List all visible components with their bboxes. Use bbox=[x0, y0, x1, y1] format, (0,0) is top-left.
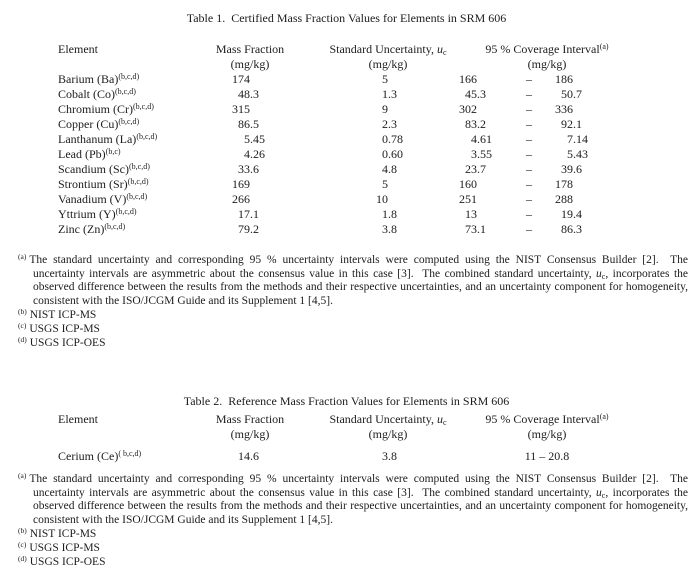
element-cell bbox=[58, 177, 200, 192]
interval-low-cell: 13 bbox=[465, 207, 477, 221]
interval-low-cell: 83 .2 bbox=[465, 117, 486, 131]
element-footnote-markers: (b,c,d) bbox=[129, 162, 150, 171]
interval-low-cell: 302 bbox=[459, 102, 477, 116]
table2-title: Table 2. Reference Mass Fraction Values for Elements in SRM 606 bbox=[183, 394, 510, 408]
element-name: Yttrium (Y) bbox=[58, 207, 116, 221]
element-footnote-markers: (b,c,d) bbox=[118, 117, 140, 126]
element-cell bbox=[58, 132, 200, 147]
footnote-c-marker: (c) bbox=[18, 321, 27, 330]
mass-fraction-cell: 33 .6 bbox=[238, 162, 259, 176]
mass-fraction-cell: 169 bbox=[232, 177, 250, 191]
interval-high-cell: 7 .14 bbox=[567, 132, 588, 146]
element-cell bbox=[58, 449, 200, 464]
column-header-coverage-interval bbox=[461, 42, 633, 57]
footnote-a-text-1: The standard uncertainty and corresponding 95 % uncertainty intervals were computed using the NIST Consensus Builder [2]. The uncertainty intervals are asymmetric about the consensus value in this case [3]. The combined standard uncertainty, bbox=[29, 254, 691, 280]
element-name: Zinc (Zn) bbox=[58, 222, 105, 236]
table1-units-row bbox=[0, 57, 693, 72]
table-row bbox=[0, 87, 693, 102]
element-cell bbox=[58, 222, 200, 237]
table1-body bbox=[0, 72, 693, 237]
element-name: Strontium (Sr) bbox=[58, 177, 128, 191]
element-footnote-markers: (b,c,d) bbox=[115, 207, 137, 216]
interval-high-cell: 336 bbox=[555, 102, 573, 116]
element-name: Barium (Ba) bbox=[58, 72, 119, 86]
table1-section bbox=[0, 11, 693, 350]
table2-footnotes bbox=[18, 471, 691, 569]
mass-fraction-cell: 48 .3 bbox=[238, 87, 259, 101]
footnote-d-marker: (d) bbox=[18, 335, 27, 344]
footnote-a-text-2: , incorporates the observed difference between the results from the methods and their respective uncertainties, and an uncertainty component for homogeneity, consistent with the ISO/JCGM Guide and its Supplement 1 [4,5]. bbox=[33, 486, 691, 526]
table-row bbox=[0, 102, 693, 117]
column-header-standard-uncertainty bbox=[315, 42, 461, 57]
coverage-header-footnote-marker: (a) bbox=[599, 42, 609, 51]
interval-cell: 11 – 20.8 bbox=[524, 449, 570, 463]
table1-title: Table 1. Certified Mass Fraction Values for Elements in SRM 606 bbox=[186, 11, 507, 25]
element-name: Scandium (Sc) bbox=[58, 162, 129, 176]
footnote-a-marker: (a) bbox=[18, 471, 27, 480]
table-row bbox=[0, 192, 693, 207]
mass-fraction-cell: 86 .5 bbox=[238, 117, 259, 131]
mass-fraction-cell: 14 .6 bbox=[238, 449, 259, 463]
element-name: Cobalt (Co) bbox=[58, 87, 115, 101]
footnote-a-symbol: u bbox=[596, 486, 602, 499]
coverage-header-text: 95 % Coverage Interval bbox=[485, 412, 600, 426]
footnote-a-text-1: The standard uncertainty and corresponding 95 % uncertainty intervals were computed using the NIST Consensus Builder [2]. The uncertainty intervals are asymmetric about the consensus value in this case [3]. The combined standard uncertainty, bbox=[29, 473, 691, 499]
unit-standard-uncertainty: (mg/kg) bbox=[368, 57, 408, 71]
interval-high-cell: 39 .6 bbox=[561, 162, 582, 176]
mass-fraction-cell: 4 .26 bbox=[244, 147, 265, 161]
unit-mass-fraction: (mg/kg) bbox=[230, 57, 270, 71]
footnote-c-text: USGS ICP-MS bbox=[29, 542, 100, 554]
element-cell bbox=[58, 87, 200, 102]
footnote-b-marker: (b) bbox=[18, 307, 27, 316]
footnote-c-text: USGS ICP-MS bbox=[29, 323, 100, 335]
interval-high-cell: 5 .43 bbox=[567, 147, 588, 161]
column-header-mass-fraction: Mass Fraction bbox=[215, 42, 285, 56]
interval-dash: – bbox=[526, 87, 532, 101]
footnote-a bbox=[18, 471, 691, 527]
interval-high-cell: 86 .3 bbox=[561, 222, 582, 236]
unit-coverage-interval: (mg/kg) bbox=[527, 57, 567, 71]
element-name: Lead (Pb) bbox=[58, 147, 106, 161]
element-cell bbox=[58, 147, 200, 162]
interval-dash: – bbox=[526, 192, 532, 206]
interval-dash: – bbox=[526, 207, 532, 221]
uncertainty-header-text: Standard Uncertainty, bbox=[329, 412, 437, 426]
interval-dash: – bbox=[526, 162, 532, 176]
element-cell bbox=[58, 207, 200, 222]
uncertainty-cell: 4 .8 bbox=[382, 162, 397, 176]
interval-dash: – bbox=[526, 72, 532, 86]
element-name: Chromium (Cr) bbox=[58, 102, 133, 116]
element-cell bbox=[58, 102, 200, 117]
footnote-b-text: NIST ICP-MS bbox=[29, 309, 97, 321]
element-footnote-markers: (b,c,d) bbox=[133, 102, 154, 111]
table-row bbox=[0, 177, 693, 192]
column-header-mass-fraction: Mass Fraction bbox=[215, 412, 285, 426]
uncertainty-cell: 5 bbox=[382, 177, 388, 191]
element-footnote-markers: (b,c,d) bbox=[118, 72, 140, 81]
uncertainty-symbol-subscript: c bbox=[442, 418, 447, 427]
interval-high-cell: 178 bbox=[555, 177, 573, 191]
interval-high-cell: 288 bbox=[555, 192, 573, 206]
interval-dash: – bbox=[526, 222, 532, 236]
table-row bbox=[0, 162, 693, 177]
interval-high-cell: 92 .1 bbox=[561, 117, 582, 131]
interval-low-cell: 160 bbox=[459, 177, 477, 191]
interval-high-cell: 19 .4 bbox=[561, 207, 582, 221]
table-row bbox=[0, 117, 693, 132]
footnote-d-text: USGS ICP-OES bbox=[29, 556, 106, 568]
uncertainty-cell: 0 .60 bbox=[382, 147, 403, 161]
footnote-a-symbol: u bbox=[596, 267, 602, 280]
element-footnote-markers: (b,c,d) bbox=[115, 87, 136, 96]
uncertainty-cell: 10 bbox=[376, 192, 388, 206]
table-row bbox=[0, 449, 693, 464]
footnote-c-marker: (c) bbox=[18, 540, 27, 549]
table1-footnotes bbox=[18, 252, 691, 350]
footnote-d bbox=[18, 555, 688, 569]
table1-header-row bbox=[0, 42, 693, 57]
column-header-standard-uncertainty bbox=[315, 412, 461, 427]
footnote-b bbox=[18, 527, 688, 541]
footnote-d bbox=[18, 336, 688, 350]
interval-low-cell: 3 .55 bbox=[471, 147, 492, 161]
interval-low-cell: 23 .7 bbox=[465, 162, 486, 176]
interval-low-cell: 45 .3 bbox=[465, 87, 486, 101]
footnote-a-symbol-subscript: c bbox=[601, 271, 606, 281]
mass-fraction-cell: 315 bbox=[232, 102, 250, 116]
element-footnote-markers: ( b,c,d) bbox=[118, 449, 142, 458]
element-cell bbox=[58, 162, 200, 177]
interval-dash: – bbox=[526, 117, 532, 131]
mass-fraction-cell: 5 .45 bbox=[244, 132, 265, 146]
footnote-a-text-2: , incorporates the observed difference between the results from the methods and their respective uncertainties, and an uncertainty component for homogeneity, consistent with the ISO/JCGM Guide and its Supplement 1 [4,5]. bbox=[33, 267, 691, 307]
uncertainty-cell: 1 .3 bbox=[382, 87, 397, 101]
element-footnote-markers: (b,c,d) bbox=[126, 192, 148, 201]
element-name: Lanthanum (La) bbox=[58, 132, 137, 146]
interval-dash: – bbox=[526, 147, 532, 161]
element-footnote-markers: (b,c,d) bbox=[104, 222, 126, 231]
footnote-c bbox=[18, 322, 688, 336]
column-header-element: Element bbox=[58, 42, 98, 56]
uncertainty-cell: 1 .8 bbox=[382, 207, 397, 221]
mass-fraction-cell: 266 bbox=[232, 192, 250, 206]
mass-fraction-cell: 79 .2 bbox=[238, 222, 259, 236]
interval-high-cell: 50 .7 bbox=[561, 87, 582, 101]
unit-standard-uncertainty: (mg/kg) bbox=[368, 427, 408, 441]
table-row bbox=[0, 72, 693, 87]
element-cell bbox=[58, 117, 200, 132]
element-name: Copper (Cu) bbox=[58, 117, 119, 131]
uncertainty-header-text: Standard Uncertainty, bbox=[329, 42, 437, 56]
element-cell bbox=[58, 72, 200, 87]
interval-high-cell: 186 bbox=[555, 72, 573, 86]
column-header-element: Element bbox=[58, 412, 98, 426]
uncertainty-symbol-subscript: c bbox=[442, 48, 447, 57]
element-cell bbox=[58, 192, 200, 207]
footnote-b-marker: (b) bbox=[18, 526, 27, 535]
table2-body bbox=[0, 449, 693, 464]
uncertainty-symbol: u bbox=[436, 412, 443, 426]
uncertainty-cell: 0 .78 bbox=[382, 132, 403, 146]
table-row bbox=[0, 207, 693, 222]
unit-coverage-interval: (mg/kg) bbox=[527, 427, 567, 441]
interval-low-cell: 166 bbox=[459, 72, 477, 86]
mass-fraction-cell: 17 .1 bbox=[238, 207, 259, 221]
footnote-a-marker: (a) bbox=[18, 252, 27, 261]
interval-low-cell: 251 bbox=[459, 192, 477, 206]
interval-dash: – bbox=[526, 132, 532, 146]
element-name: Cerium (Ce) bbox=[58, 449, 119, 463]
interval-low-cell: 73 .1 bbox=[465, 222, 486, 236]
element-footnote-markers: (b,c) bbox=[105, 147, 121, 156]
table2-section bbox=[0, 394, 693, 569]
unit-mass-fraction: (mg/kg) bbox=[230, 427, 270, 441]
mass-fraction-cell: 174 bbox=[232, 72, 250, 86]
uncertainty-cell: 3 .8 bbox=[382, 449, 397, 463]
element-footnote-markers: (b,c,d) bbox=[127, 177, 149, 186]
table2-units-row bbox=[0, 427, 693, 442]
footnote-a bbox=[18, 252, 691, 308]
uncertainty-cell: 3 .8 bbox=[382, 222, 397, 236]
table2-header-row bbox=[0, 412, 693, 427]
coverage-header-footnote-marker: (a) bbox=[599, 412, 609, 421]
footnote-a-symbol-subscript: c bbox=[601, 490, 606, 500]
footnote-d-text: USGS ICP-OES bbox=[29, 337, 106, 349]
interval-low-cell: 4 .61 bbox=[471, 132, 492, 146]
table-row bbox=[0, 147, 693, 162]
uncertainty-cell: 9 bbox=[382, 102, 388, 116]
uncertainty-cell: 2 .3 bbox=[382, 117, 397, 131]
element-footnote-markers: (b,c,d) bbox=[136, 132, 158, 141]
table-row bbox=[0, 222, 693, 237]
column-header-coverage-interval bbox=[461, 412, 633, 427]
uncertainty-cell: 5 bbox=[382, 72, 388, 86]
coverage-header-text: 95 % Coverage Interval bbox=[485, 42, 600, 56]
footnote-c bbox=[18, 541, 688, 555]
element-name: Vanadium (V) bbox=[58, 192, 127, 206]
uncertainty-symbol: u bbox=[436, 42, 443, 56]
table-row bbox=[0, 132, 693, 147]
interval-dash: – bbox=[526, 102, 532, 116]
footnote-b bbox=[18, 308, 688, 322]
footnote-d-marker: (d) bbox=[18, 554, 27, 563]
interval-dash: – bbox=[526, 177, 532, 191]
footnote-b-text: NIST ICP-MS bbox=[29, 528, 97, 540]
